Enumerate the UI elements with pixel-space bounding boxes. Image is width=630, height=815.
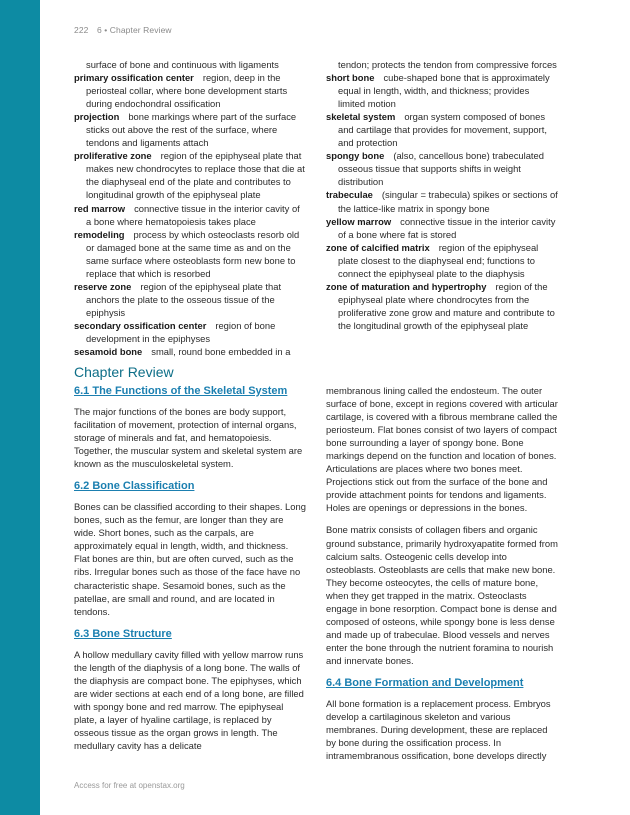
- glossary-entry: [74, 58, 306, 71]
- glossary-definition: region of the epiphyseal plate where chondrocytes from the proliferative zone grow and mature and contribute to the longitudinal growth of the epiphyseal plate: [338, 280, 555, 331]
- glossary-definition: process by which osteoclasts resorb old or damaged bone at the same time as and on the same surface where osteoblasts form new bone to replace that which is resorbed: [86, 228, 300, 279]
- glossary-entry: [74, 280, 306, 319]
- running-title: 6 • Chapter Review: [96, 25, 172, 35]
- glossary-entry: [74, 228, 306, 280]
- section-6-4-paragraph: All bone formation is a replacement process. Embryos develop a cartilaginous skeleton and various membranes. During development, these are replaced by bone during the ossification process. In intramembranous ossification, bone develops directly: [326, 697, 551, 762]
- section-6-3-paragraph-1-continued: membranous lining called the endosteum. The outer surface of bone, except in regions covered with articular cartilage, is covered with a fibrous membrane called the periosteum. Flat bones consist of two layers of compact bone surrounding a layer of spongy bone. Bone markings depend on the function and location of bones. Articulations are places where two bones meet. Projections stick out from the surface of the bone and provide attachment points for tendons and ligaments. Holes are openings or depressions in the bones.: [326, 385, 558, 514]
- review-right-column: [326, 384, 558, 771]
- section-title-6-4[interactable]: 6.4 Bone Formation and Development: [326, 676, 524, 689]
- glossary-entry: [74, 149, 306, 201]
- glossary-term: zone of calcified matrix: [326, 241, 430, 253]
- glossary-definition: region of the epiphyseal plate closest to the diaphyseal end; functions to connect the epiphyseal plate to the diaphysis: [338, 241, 539, 279]
- page-header: [74, 25, 172, 35]
- glossary-definition: region of the epiphyseal plate that anchors the plate to the osseous tissue of the epiphysis: [86, 280, 282, 318]
- glossary-term: sesamoid bone: [74, 346, 143, 358]
- glossary-definition: region of bone development in the epiphyses: [86, 319, 276, 344]
- glossary-term: reserve zone: [74, 280, 132, 292]
- glossary-definition: small, round bone embedded in a: [151, 346, 291, 358]
- page-number: 222: [74, 25, 89, 35]
- glossary-entry: [74, 319, 306, 345]
- section-title-6-1[interactable]: 6.1 The Functions of the Skeletal System: [74, 385, 288, 397]
- glossary-term: remodeling: [74, 228, 125, 240]
- glossary-term: red marrow: [74, 202, 126, 214]
- glossary-definition: cube-shaped bone that is approximately equal in length, width, and thickness; provides limited motion: [338, 72, 550, 110]
- glossary-definition: region of the epiphyseal plate that makes new chondrocytes to replace those that die at the diaphyseal end of the plate and contributes to longitudinal growth of the epiphyseal plate: [86, 150, 305, 201]
- glossary-term: zone of maturation and hypertrophy: [326, 280, 487, 292]
- section-title-6-3[interactable]: 6.3 Bone Structure: [74, 627, 172, 640]
- glossary-right-column: [326, 58, 558, 332]
- section-title-6-2[interactable]: 6.2 Bone Classification: [74, 480, 195, 493]
- glossary-term: secondary ossification center: [74, 319, 207, 331]
- glossary-entry: [74, 345, 306, 358]
- glossary-term: short bone: [326, 72, 375, 84]
- glossary-term: spongy bone: [326, 150, 385, 162]
- glossary-entry: [74, 71, 306, 110]
- glossary-entry: [74, 202, 306, 228]
- glossary-definition: organ system composed of bones and cartilage that provides for movement, support, and protection: [338, 111, 547, 149]
- chapter-review-title: Chapter Review: [74, 364, 174, 380]
- side-color-bar: [0, 0, 40, 815]
- glossary-entry: [326, 110, 558, 149]
- page-footer: Access for free at openstax.org: [74, 781, 185, 790]
- glossary-term: projection: [74, 111, 120, 123]
- glossary-definition: connective tissue in the interior cavity of a bone where hematopoiesis takes place: [86, 202, 300, 227]
- glossary-definition: region, deep in the periosteal collar, where bone development starts during endochondral ossification: [86, 72, 288, 110]
- glossary-definition: (also, cancellous bone) trabeculated osseous tissue that supports shifts in weight distribution: [338, 150, 544, 188]
- glossary-entry: [74, 110, 306, 149]
- review-left-column: [74, 384, 306, 761]
- glossary-definition: connective tissue in the interior cavity of a bone where fat is stored: [338, 215, 556, 240]
- glossary-entry: [326, 215, 558, 241]
- glossary-term: yellow marrow: [326, 215, 392, 227]
- glossary-entry: [326, 58, 558, 71]
- glossary-definition: tendon; protects the tendon from compressive forces: [338, 59, 557, 70]
- glossary-definition: (singular = trabecula) spikes or sections of the lattice-like matrix in spongy bone: [338, 189, 558, 214]
- glossary-term: primary ossification center: [74, 72, 194, 84]
- glossary-entry: [326, 241, 558, 280]
- glossary-definition: bone markings where part of the surface sticks out above the rest of the surface, where tendons and ligaments attach: [86, 111, 297, 149]
- glossary-term: trabeculae: [326, 189, 373, 201]
- section-6-2-paragraph: Bones can be classified according to their shapes. Long bones, such as the femur, are longer than they are wide. Short bones, such as the carpals, are approximately equal in length, width, and thickness. Flat bones are thin, but are often curved, such as the ribs. Irregular bones such as those of the face have no characteristic shape. Sesamoid bones, such as the patellae, are small and round, and are located in tendons.: [74, 501, 306, 617]
- section-6-3-paragraph-1: A hollow medullary cavity filled with yellow marrow runs the length of the diaphysis of a long bone. The walls of the diaphysis are compact bone. The epiphyses, which are wider sections at each end of a long bone, are filled with spongy bone and red marrow. The epiphyseal plate, a layer of hyaline cartilage, is replaced by osseous tissue as the organ grows in length. The medullary cavity has a delicate: [74, 648, 304, 751]
- glossary-entry: [326, 188, 558, 214]
- glossary-entry: [326, 280, 558, 332]
- glossary-term: proliferative zone: [74, 150, 152, 162]
- glossary-left-column: [74, 58, 306, 358]
- glossary-entry: [326, 149, 558, 188]
- section-6-1-paragraph: The major functions of the bones are body support, facilitation of movement, protection of internal organs, storage of minerals and fat, and hematopoiesis. Together, the muscular system and skeletal system are known as the musculoskeletal system.: [74, 406, 303, 470]
- glossary-entry: [326, 71, 558, 110]
- glossary-definition: surface of bone and continuous with ligaments: [86, 59, 279, 70]
- section-6-3-paragraph-2: Bone matrix consists of collagen fibers and organic ground substance, primarily hydroxyapatite formed from calcium salts. Osteogenic cells develop into osteoblasts. Osteoblasts are cells that make new bone. They become osteocytes, the cells of mature bone, when they get trapped in the matrix. Osteoclasts engage in bone resorption. Compact bone is dense and composed of osteons, while spongy bone is less dense and made up of trabeculae. Blood vessels and nerves enter the bone through the nutrient foramina to nourish and innervate bones.: [326, 524, 558, 666]
- glossary-term: skeletal system: [326, 111, 396, 123]
